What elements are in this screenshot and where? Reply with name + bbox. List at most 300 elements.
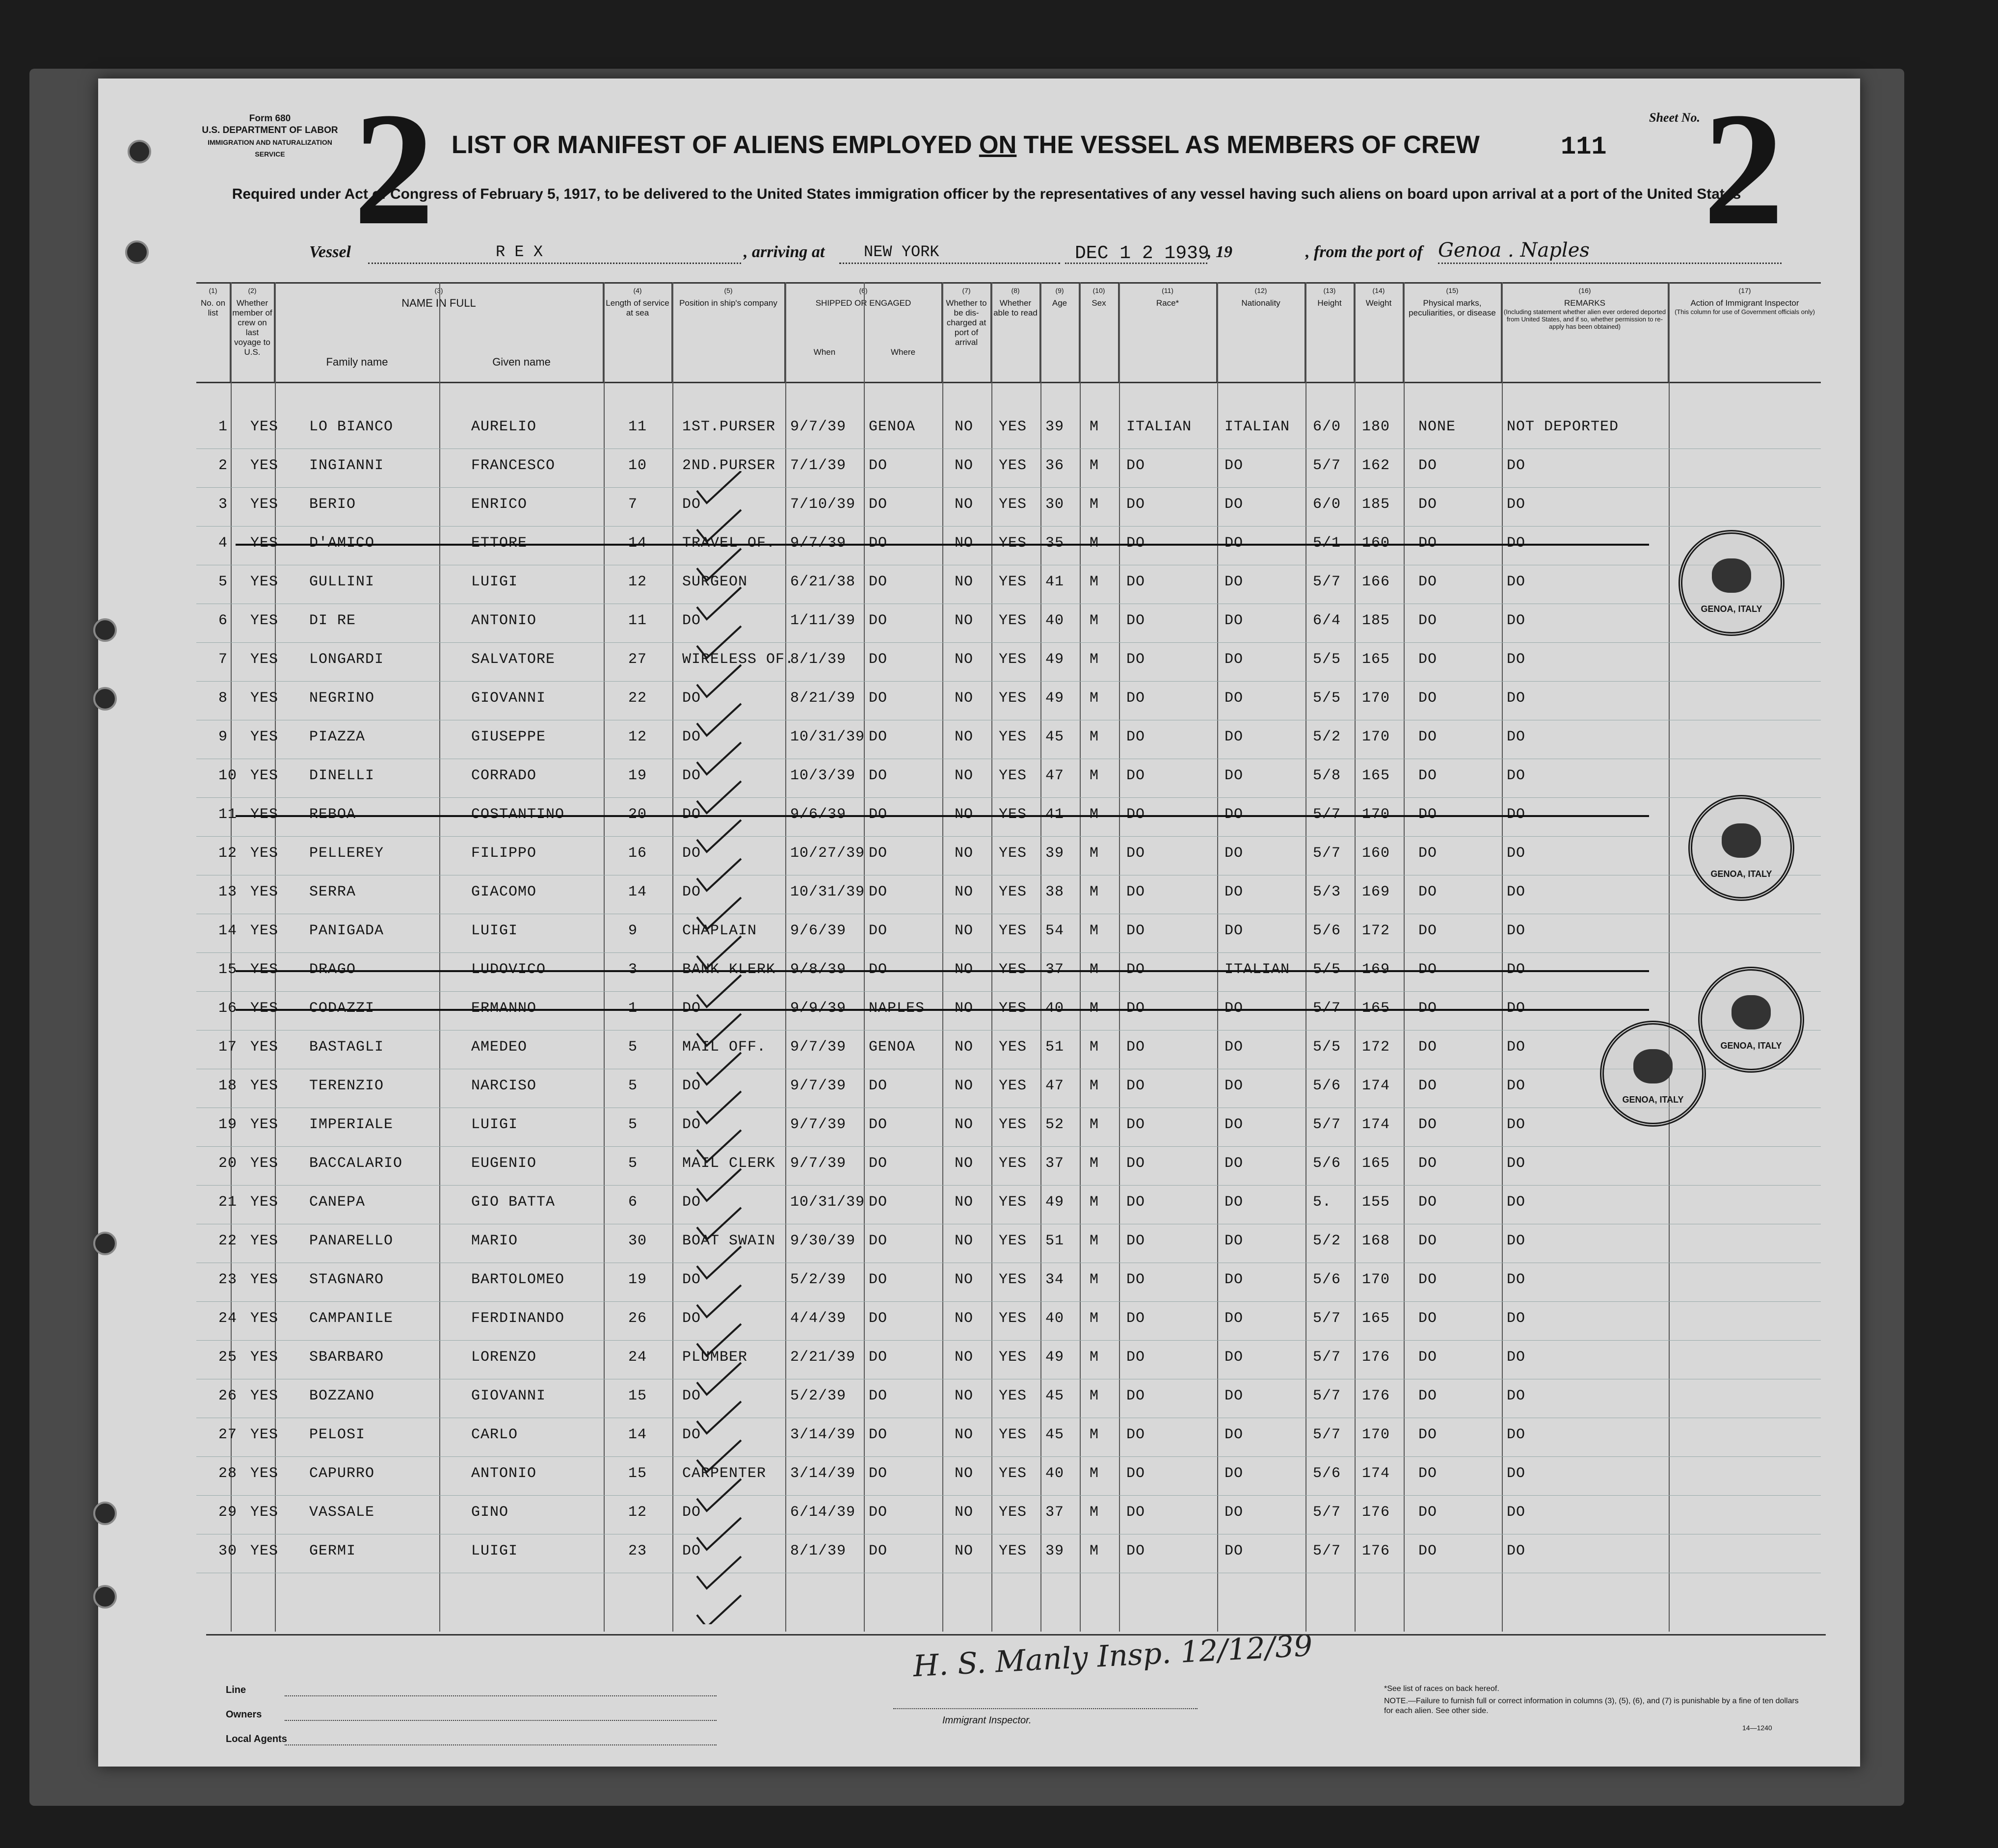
cell-able-to-read: YES xyxy=(999,845,1027,862)
table-row xyxy=(196,759,1821,798)
cell-remarks: DO xyxy=(1507,690,1526,707)
cell-physical-marks: DO xyxy=(1418,612,1438,629)
header-col-1: (1) No. on list xyxy=(196,284,231,382)
cell-given-name: LORENZO xyxy=(471,1349,537,1366)
cell-shipped-when: 6/14/39 xyxy=(790,1504,856,1521)
cell-sex: M xyxy=(1090,1543,1099,1559)
cell-race: DO xyxy=(1126,1039,1146,1056)
header-col-15: (15) Physical marks, peculiarities, or disease xyxy=(1404,284,1502,382)
cell-height: 5/3 xyxy=(1313,884,1341,900)
cell-physical-marks: DO xyxy=(1418,1426,1438,1443)
service-name: IMMIGRATION AND NATURALIZATION SERVICE xyxy=(208,138,332,158)
table-row xyxy=(196,1418,1821,1457)
cell-nationality: DO xyxy=(1225,496,1244,513)
cell-weight: 170 xyxy=(1362,1271,1390,1288)
cell-nationality: DO xyxy=(1225,1465,1244,1482)
cell-position: DO xyxy=(682,612,701,629)
cell-weight: 168 xyxy=(1362,1233,1390,1249)
line-label: Line xyxy=(226,1685,246,1695)
cell-shipped-where: DO xyxy=(869,1233,888,1249)
cell-family-name: CAPURRO xyxy=(309,1465,375,1482)
check-mark xyxy=(697,1130,741,1162)
cell-nationality: DO xyxy=(1225,1388,1244,1404)
cell-sex: M xyxy=(1090,1116,1099,1133)
cell-shipped-where: DO xyxy=(869,1116,888,1133)
cell-race: DO xyxy=(1126,729,1146,745)
cell-race: DO xyxy=(1126,612,1146,629)
cell-service-length: 24 xyxy=(628,1349,647,1366)
cell-age: 40 xyxy=(1045,612,1065,629)
cell-position: BANK KLERK xyxy=(682,961,776,978)
cell-able-to-read: YES xyxy=(999,1543,1027,1559)
cell-shipped-where: DO xyxy=(869,961,888,978)
cell-race: DO xyxy=(1126,1426,1146,1443)
cell-service-length: 5 xyxy=(628,1116,638,1133)
cell-weight: 174 xyxy=(1362,1116,1390,1133)
cell-discharged: NO xyxy=(955,535,974,552)
cell-nationality: DO xyxy=(1225,729,1244,745)
cell-position: PLUMBER xyxy=(682,1349,748,1366)
cell-previous-voyage: YES xyxy=(250,961,279,978)
cell-discharged: NO xyxy=(955,1155,974,1172)
cell-position: DO xyxy=(682,1504,701,1521)
cell-shipped-where: GENOA xyxy=(869,419,916,435)
cell-previous-voyage: YES xyxy=(250,612,279,629)
cell-remarks: DO xyxy=(1507,1000,1526,1017)
cell-given-name: AMEDEO xyxy=(471,1039,528,1056)
cell-position: 2ND.PURSER xyxy=(682,457,776,474)
cell-sex: M xyxy=(1090,1194,1099,1211)
cell-family-name: BOZZANO xyxy=(309,1388,375,1404)
cell-discharged: NO xyxy=(955,961,974,978)
cell-service-length: 14 xyxy=(628,884,647,900)
cell-shipped-where: DO xyxy=(869,612,888,629)
cell-shipped-where: DO xyxy=(869,574,888,590)
cell-height: 5/6 xyxy=(1313,1271,1341,1288)
cell-service-length: 19 xyxy=(628,1271,647,1288)
cell-remarks: DO xyxy=(1507,1465,1526,1482)
cell-shipped-where: DO xyxy=(869,806,888,823)
cell-sex: M xyxy=(1090,1388,1099,1404)
check-mark xyxy=(697,471,741,503)
cell-given-name: FRANCESCO xyxy=(471,457,556,474)
cell-weight: 170 xyxy=(1362,1426,1390,1443)
cell-shipped-where: DO xyxy=(869,845,888,862)
cell-shipped-where: NAPLES xyxy=(869,1000,925,1017)
cell-given-name: GIO BATTA xyxy=(471,1194,556,1211)
cell-remarks: DO xyxy=(1507,1078,1526,1094)
check-mark xyxy=(697,1518,741,1550)
table-row xyxy=(196,1185,1821,1224)
cell-previous-voyage: YES xyxy=(250,1039,279,1056)
table-row xyxy=(196,952,1821,992)
cell-height: 6/4 xyxy=(1313,612,1341,629)
table-row xyxy=(196,1263,1821,1302)
cell-sex: M xyxy=(1090,1078,1099,1094)
cell-discharged: NO xyxy=(955,1194,974,1211)
cell-height: 5/5 xyxy=(1313,690,1341,707)
cell-race: DO xyxy=(1126,845,1146,862)
cell-position: TRAVEL OF. xyxy=(682,535,776,552)
cell-shipped-where: DO xyxy=(869,923,888,939)
cell-height: 5. xyxy=(1313,1194,1332,1211)
cell-weight: 165 xyxy=(1362,767,1390,784)
cell-weight: 174 xyxy=(1362,1465,1390,1482)
cell-height: 5/6 xyxy=(1313,923,1341,939)
cell-position: DO xyxy=(682,1271,701,1288)
cell-given-name: GIACOMO xyxy=(471,884,537,900)
cell-able-to-read: YES xyxy=(999,1388,1027,1404)
cell-family-name: NEGRINO xyxy=(309,690,375,707)
cell-race: DO xyxy=(1126,767,1146,784)
cell-service-length: 27 xyxy=(628,651,647,668)
cell-nationality: DO xyxy=(1225,1543,1244,1559)
cell-row-number: 11 xyxy=(218,806,238,823)
cell-position: DO xyxy=(682,1426,701,1443)
cell-height: 6/0 xyxy=(1313,496,1341,513)
cell-family-name: D'AMICO xyxy=(309,535,375,552)
cell-shipped-when: 9/7/39 xyxy=(790,1078,847,1094)
cell-physical-marks: DO xyxy=(1418,806,1438,823)
cell-given-name: FILIPPO xyxy=(471,845,537,862)
cell-remarks: DO xyxy=(1507,806,1526,823)
cell-discharged: NO xyxy=(955,1039,974,1056)
cell-shipped-when: 9/6/39 xyxy=(790,923,847,939)
cell-age: 35 xyxy=(1045,535,1065,552)
cell-remarks: DO xyxy=(1507,612,1526,629)
cell-service-length: 9 xyxy=(628,923,638,939)
year-label: , 19 xyxy=(1207,243,1232,261)
cell-able-to-read: YES xyxy=(999,1349,1027,1366)
header-col-14: (14) Weight xyxy=(1355,284,1404,382)
cell-able-to-read: YES xyxy=(999,1039,1027,1056)
cell-age: 40 xyxy=(1045,1000,1065,1017)
cell-shipped-where: DO xyxy=(869,1388,888,1404)
cell-height: 5/2 xyxy=(1313,1233,1341,1249)
cell-nationality: ITALIAN xyxy=(1225,961,1290,978)
table-row xyxy=(196,1146,1821,1186)
cell-shipped-when: 9/7/39 xyxy=(790,1039,847,1056)
cell-weight: 176 xyxy=(1362,1388,1390,1404)
cell-shipped-when: 9/8/39 xyxy=(790,961,847,978)
cell-discharged: NO xyxy=(955,1233,974,1249)
cell-family-name: DRAGO xyxy=(309,961,356,978)
cell-height: 5/7 xyxy=(1313,1000,1341,1017)
cell-sex: M xyxy=(1090,884,1099,900)
cell-nationality: ITALIAN xyxy=(1225,419,1290,435)
cell-able-to-read: YES xyxy=(999,690,1027,707)
cell-shipped-when: 3/14/39 xyxy=(790,1465,856,1482)
check-mark xyxy=(697,1246,741,1278)
cell-able-to-read: YES xyxy=(999,612,1027,629)
cell-discharged: NO xyxy=(955,1465,974,1482)
cell-family-name: IMPERIALE xyxy=(309,1116,394,1133)
cell-position: DO xyxy=(682,1000,701,1017)
cell-discharged: NO xyxy=(955,1116,974,1133)
sheet-number-right: 2 xyxy=(1703,79,1784,259)
cell-service-length: 3 xyxy=(628,961,638,978)
consulate-stamp: GENOA, ITALY xyxy=(1678,530,1785,636)
cell-physical-marks: DO xyxy=(1418,1388,1438,1404)
cell-given-name: GIUSEPPE xyxy=(471,729,546,745)
cell-previous-voyage: YES xyxy=(250,1388,279,1404)
inspector-signature: H. S. Manly Insp. 12/12/39 xyxy=(912,1628,1314,1684)
table-row xyxy=(196,1301,1821,1341)
cell-able-to-read: YES xyxy=(999,1000,1027,1017)
cell-nationality: DO xyxy=(1225,806,1244,823)
cell-race: DO xyxy=(1126,1349,1146,1366)
cell-shipped-when: 10/31/39 xyxy=(790,1194,865,1211)
cell-discharged: NO xyxy=(955,1426,974,1443)
cell-sex: M xyxy=(1090,1039,1099,1056)
cell-service-length: 12 xyxy=(628,729,647,745)
cell-previous-voyage: YES xyxy=(250,574,279,590)
cell-position: DO xyxy=(682,1310,701,1327)
cell-service-length: 10 xyxy=(628,457,647,474)
cell-family-name: PIAZZA xyxy=(309,729,366,745)
cell-physical-marks: DO xyxy=(1418,535,1438,552)
cell-physical-marks: DO xyxy=(1418,1039,1438,1056)
cell-shipped-when: 10/31/39 xyxy=(790,884,865,900)
cell-remarks: DO xyxy=(1507,923,1526,939)
cell-previous-voyage: YES xyxy=(250,1504,279,1521)
cell-physical-marks: DO xyxy=(1418,1310,1438,1327)
cell-shipped-when: 9/7/39 xyxy=(790,1155,847,1172)
cell-weight: 162 xyxy=(1362,457,1390,474)
cell-shipped-where: DO xyxy=(869,1349,888,1366)
cell-race: DO xyxy=(1126,457,1146,474)
cell-remarks: DO xyxy=(1507,1543,1526,1559)
cell-physical-marks: DO xyxy=(1418,1504,1438,1521)
cell-discharged: NO xyxy=(955,1271,974,1288)
cell-weight: 180 xyxy=(1362,419,1390,435)
cell-height: 5/6 xyxy=(1313,1155,1341,1172)
cell-row-number: 15 xyxy=(218,961,238,978)
cell-shipped-where: GENOA xyxy=(869,1039,916,1056)
cell-remarks: DO xyxy=(1507,457,1526,474)
check-mark xyxy=(697,510,741,542)
cell-position: DO xyxy=(682,884,701,900)
cell-previous-voyage: YES xyxy=(250,1271,279,1288)
inspector-line xyxy=(893,1708,1198,1709)
table-row xyxy=(196,1108,1821,1147)
cell-nationality: DO xyxy=(1225,884,1244,900)
check-mark xyxy=(697,820,741,852)
cell-service-length: 23 xyxy=(628,1543,647,1559)
cell-nationality: DO xyxy=(1225,845,1244,862)
cell-physical-marks: DO xyxy=(1418,574,1438,590)
cell-race: DO xyxy=(1126,690,1146,707)
cell-shipped-when: 9/7/39 xyxy=(790,535,847,552)
cell-race: DO xyxy=(1126,1310,1146,1327)
check-mark xyxy=(697,704,741,736)
table-row xyxy=(196,642,1821,682)
cell-physical-marks: DO xyxy=(1418,651,1438,668)
cell-given-name: GIOVANNI xyxy=(471,690,546,707)
cell-discharged: NO xyxy=(955,729,974,745)
cell-position: DO xyxy=(682,1116,701,1133)
cell-sex: M xyxy=(1090,535,1099,552)
cell-previous-voyage: YES xyxy=(250,1116,279,1133)
cell-race: DO xyxy=(1126,1000,1146,1017)
cell-row-number: 28 xyxy=(218,1465,238,1482)
cell-physical-marks: DO xyxy=(1418,1078,1438,1094)
cell-race: DO xyxy=(1126,1194,1146,1211)
check-mark xyxy=(697,781,741,813)
cell-race: ITALIAN xyxy=(1126,419,1192,435)
cell-row-number: 9 xyxy=(218,729,228,745)
sheet-number-left: 2 xyxy=(353,79,434,259)
header-col-4: (4) Length of service at sea xyxy=(604,284,672,382)
table-row xyxy=(196,1456,1821,1496)
cell-row-number: 3 xyxy=(218,496,228,513)
cell-height: 5/7 xyxy=(1313,457,1341,474)
cell-height: 5/7 xyxy=(1313,1349,1341,1366)
cell-remarks: DO xyxy=(1507,1271,1526,1288)
check-mark xyxy=(697,1479,741,1511)
cell-row-number: 25 xyxy=(218,1349,238,1366)
cell-row-number: 7 xyxy=(218,651,228,668)
cell-family-name: BERIO xyxy=(309,496,356,513)
cell-sex: M xyxy=(1090,457,1099,474)
agents-dotted xyxy=(285,1744,717,1745)
header-col-11: (11) Race* xyxy=(1119,284,1217,382)
table-row xyxy=(196,875,1821,914)
check-mark xyxy=(697,1053,741,1084)
cell-remarks: DO xyxy=(1507,1116,1526,1133)
cell-given-name: ANTONIO xyxy=(471,1465,537,1482)
table-row xyxy=(196,991,1821,1030)
cell-service-length: 30 xyxy=(628,1233,647,1249)
cell-weight: 169 xyxy=(1362,884,1390,900)
binder-hole xyxy=(125,240,149,264)
header-col-8: (8) Whether able to read xyxy=(991,284,1040,382)
cell-height: 5/7 xyxy=(1313,574,1341,590)
cell-family-name: CAMPANILE xyxy=(309,1310,394,1327)
cell-shipped-when: 2/21/39 xyxy=(790,1349,856,1366)
cell-previous-voyage: YES xyxy=(250,1194,279,1211)
cell-height: 5/1 xyxy=(1313,535,1341,552)
cell-weight: 165 xyxy=(1362,1000,1390,1017)
cell-row-number: 23 xyxy=(218,1271,238,1288)
table-row xyxy=(196,914,1821,953)
cell-discharged: NO xyxy=(955,496,974,513)
cell-family-name: TERENZIO xyxy=(309,1078,384,1094)
check-mark xyxy=(697,1557,741,1588)
table-row xyxy=(196,720,1821,759)
cell-discharged: NO xyxy=(955,1078,974,1094)
cell-service-length: 26 xyxy=(628,1310,647,1327)
cell-remarks: DO xyxy=(1507,1310,1526,1327)
cell-family-name: GERMI xyxy=(309,1543,356,1559)
cell-shipped-when: 7/10/39 xyxy=(790,496,856,513)
cell-row-number: 8 xyxy=(218,690,228,707)
cell-nationality: DO xyxy=(1225,767,1244,784)
cell-given-name: NARCISO xyxy=(471,1078,537,1094)
cell-family-name: LONGARDI xyxy=(309,651,384,668)
cell-shipped-where: DO xyxy=(869,1504,888,1521)
cell-position: SURGEON xyxy=(682,574,748,590)
cell-race: DO xyxy=(1126,1543,1146,1559)
cell-shipped-when: 7/1/39 xyxy=(790,457,847,474)
cell-family-name: VASSALE xyxy=(309,1504,375,1521)
page-title: LIST OR MANIFEST OF ALIENS EMPLOYED ON THE VESSEL AS MEMBERS OF CREW xyxy=(452,131,1480,158)
cell-family-name: DINELLI xyxy=(309,767,375,784)
cell-age: 49 xyxy=(1045,1194,1065,1211)
cell-race: DO xyxy=(1126,961,1146,978)
cell-height: 6/0 xyxy=(1313,419,1341,435)
cell-discharged: NO xyxy=(955,690,974,707)
cell-service-length: 15 xyxy=(628,1388,647,1404)
cell-position: BOAT SWAIN xyxy=(682,1233,776,1249)
cell-shipped-where: DO xyxy=(869,1465,888,1482)
cell-physical-marks: DO xyxy=(1418,767,1438,784)
cell-age: 49 xyxy=(1045,1349,1065,1366)
cell-race: DO xyxy=(1126,1465,1146,1482)
cell-nationality: DO xyxy=(1225,690,1244,707)
cell-nationality: DO xyxy=(1225,535,1244,552)
cell-discharged: NO xyxy=(955,1310,974,1327)
cell-shipped-where: DO xyxy=(869,457,888,474)
cell-row-number: 5 xyxy=(218,574,228,590)
cell-position: DO xyxy=(682,729,701,745)
cell-age: 45 xyxy=(1045,1426,1065,1443)
cell-remarks: DO xyxy=(1507,845,1526,862)
cell-position: DO xyxy=(682,1078,701,1094)
line-dotted xyxy=(285,1695,717,1696)
cell-remarks: DO xyxy=(1507,1388,1526,1404)
arrival-date-stamp: DEC 1 2 1939 xyxy=(1075,243,1209,264)
cell-able-to-read: YES xyxy=(999,767,1027,784)
cell-nationality: DO xyxy=(1225,1233,1244,1249)
cell-age: 37 xyxy=(1045,1155,1065,1172)
cell-sex: M xyxy=(1090,1155,1099,1172)
cell-previous-voyage: YES xyxy=(250,690,279,707)
cell-family-name: REBOA xyxy=(309,806,356,823)
cell-weight: 165 xyxy=(1362,651,1390,668)
cell-nationality: DO xyxy=(1225,1349,1244,1366)
cell-family-name: STAGNARO xyxy=(309,1271,384,1288)
cell-previous-voyage: YES xyxy=(250,806,279,823)
table-row xyxy=(196,526,1821,565)
cell-position: DO xyxy=(682,690,701,707)
check-mark xyxy=(697,742,741,774)
cell-height: 5/7 xyxy=(1313,1310,1341,1327)
cell-discharged: NO xyxy=(955,419,974,435)
cell-able-to-read: YES xyxy=(999,1233,1027,1249)
cell-row-number: 29 xyxy=(218,1504,238,1521)
cell-discharged: NO xyxy=(955,845,974,862)
cell-row-number: 16 xyxy=(218,1000,238,1017)
cell-shipped-where: DO xyxy=(869,690,888,707)
cell-shipped-when: 9/30/39 xyxy=(790,1233,856,1249)
cell-service-length: 7 xyxy=(628,496,638,513)
cell-previous-voyage: YES xyxy=(250,767,279,784)
cell-able-to-read: YES xyxy=(999,961,1027,978)
cell-age: 38 xyxy=(1045,884,1065,900)
cell-given-name: CORRADO xyxy=(471,767,537,784)
cell-service-length: 11 xyxy=(628,612,647,629)
cell-given-name: LUIGI xyxy=(471,923,518,939)
header-col-2: (2) Whether member of crew on last voyage to U.S. xyxy=(231,284,275,382)
cell-family-name: PELOSI xyxy=(309,1426,366,1443)
cell-able-to-read: YES xyxy=(999,457,1027,474)
cell-weight: 160 xyxy=(1362,845,1390,862)
cell-family-name: SERRA xyxy=(309,884,356,900)
check-mark xyxy=(697,626,741,658)
cell-weight: 169 xyxy=(1362,961,1390,978)
cell-physical-marks: DO xyxy=(1418,690,1438,707)
